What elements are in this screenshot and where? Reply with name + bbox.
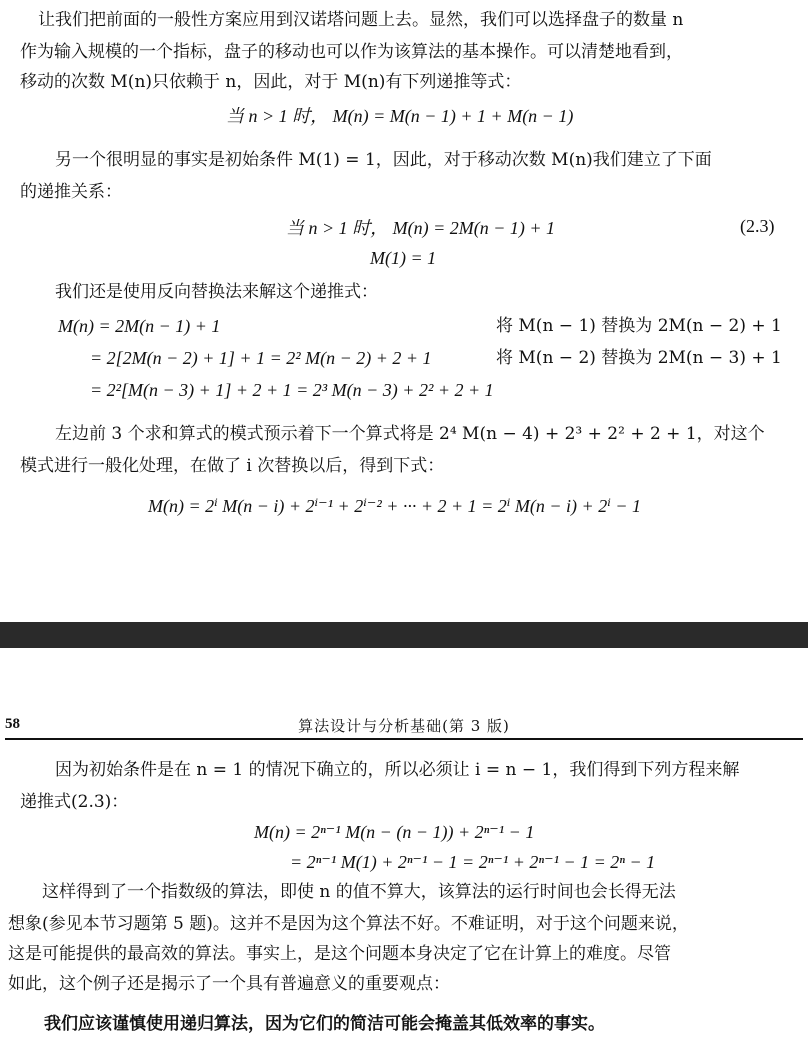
equation-2a: 当 n > 1 时， M(n) = 2M(n − 1) + 1	[286, 218, 556, 238]
equation-4b: = 2ⁿ⁻¹ M(1) + 2ⁿ⁻¹ − 1 = 2ⁿ⁻¹ + 2ⁿ⁻¹ − 1 = 2ⁿ − 1	[290, 852, 656, 872]
substitution-note-1: 将 M(n − 1) 替换为 2M(n − 2) + 1	[496, 316, 782, 336]
paragraph-5-line-1: 因为初始条件是在 n = 1 的情况下确立的，所以必须让 i = n − 1，我们得到下列方程来解	[55, 760, 740, 780]
substitution-step-1: M(n) = 2M(n − 1) + 1	[58, 316, 221, 336]
equation-1: 当 n > 1 时， M(n) = M(n − 1) + 1 + M(n − 1)	[226, 106, 574, 126]
paragraph-2-line-1: 另一个很明显的事实是初始条件 M(1) = 1，因此，对于移动次数 M(n)我们建立了下面	[55, 150, 712, 170]
equation-4a: M(n) = 2ⁿ⁻¹ M(n − (n − 1)) + 2ⁿ⁻¹ − 1	[254, 822, 535, 842]
page-number: 58	[5, 716, 20, 732]
paragraph-6-line-4: 如此，这个例子还是揭示了一个具有普遍意义的重要观点：	[8, 974, 450, 994]
paragraph-1-line-3: 移动的次数 M(n)只依赖于 n，因此，对于 M(n)有下列递推等式：	[20, 72, 522, 92]
substitution-step-2: = 2[2M(n − 2) + 1] + 1 = 2² M(n − 2) + 2 + 1	[90, 348, 432, 368]
page-bottom	[0, 648, 808, 1046]
equation-number: (2.3)	[740, 216, 775, 236]
paragraph-1-line-2: 作为输入规模的一个指标，盘子的移动也可以作为该算法的基本操作。可以清楚地看到，	[20, 42, 683, 62]
substitution-step-3: = 2²[M(n − 3) + 1] + 2 + 1 = 2³ M(n − 3) + 2² + 2 + 1	[90, 380, 494, 400]
paragraph-4-line-1: 左边前 3 个求和算式的模式预示着下一个算式将是 2⁴ M(n − 4) + 2³ + 2² + 2 + 1，对这个	[55, 424, 765, 444]
equation-3: M(n) = 2ⁱ M(n − i) + 2ⁱ⁻¹ + 2ⁱ⁻² + ··· + 2 + 1 = 2ⁱ M(n − i) + 2ⁱ − 1	[148, 496, 641, 516]
emphasis-statement: 我们应该谨慎使用递归算法，因为它们的简洁可能会掩盖其低效率的事实。	[44, 1014, 605, 1034]
page-divider	[0, 622, 808, 648]
running-header	[5, 712, 803, 740]
paragraph-6-line-2: 想象(参见本节习题第 5 题)。这并不是因为这个算法不好。不难证明，对于这个问题来说，	[8, 914, 689, 934]
substitution-note-2: 将 M(n − 2) 替换为 2M(n − 3) + 1	[496, 348, 782, 368]
paragraph-1-line-1: 让我们把前面的一般性方案应用到汉诺塔问题上去。显然，我们可以选择盘子的数量 n	[38, 10, 684, 30]
paragraph-2-line-2: 的递推关系：	[20, 182, 122, 202]
equation-2b: M(1) = 1	[370, 248, 437, 268]
paragraph-3: 我们还是使用反向替换法来解这个递推式：	[55, 282, 378, 302]
paragraph-5-line-2: 递推式(2.3)：	[20, 792, 129, 812]
running-title: 算法设计与分析基础(第 3 版)	[298, 717, 510, 735]
paragraph-6-line-1: 这样得到了一个指数级的算法，即使 n 的值不算大，该算法的运行时间也会长得无法	[42, 882, 676, 902]
paragraph-6-line-3: 这是可能提供的最高效的算法。事实上，是这个问题本身决定了它在计算上的难度。尽管	[8, 944, 671, 964]
paragraph-4-line-2: 模式进行一般化处理，在做了 i 次替换以后，得到下式：	[20, 456, 445, 476]
